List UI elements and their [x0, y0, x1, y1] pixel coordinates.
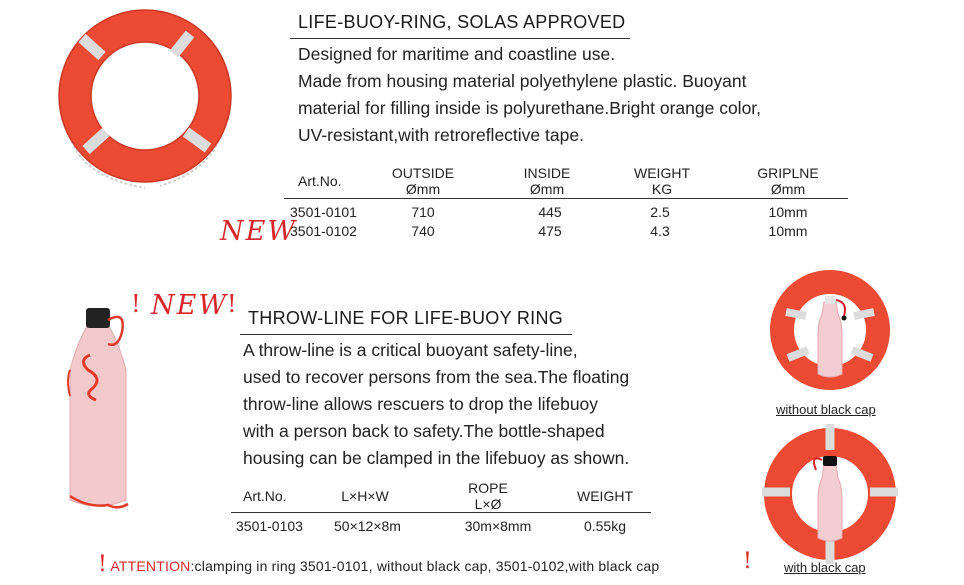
- throwline-col-lhw: L×H×W: [341, 488, 389, 504]
- throwline-col-rope: ROPE L×Ø: [468, 480, 508, 512]
- buoy-desc-line-2: Made from housing material polyethylene plastic. Buoyant: [298, 71, 747, 91]
- table-row: 3501-0102: [290, 223, 357, 239]
- table-row: 3501-0101: [290, 204, 357, 220]
- throwline-desc-line-1: A throw-line is a critical buoyant safety-line,: [243, 340, 578, 360]
- throwline-col-artno: Art.No.: [243, 488, 287, 504]
- throwline-table-rule: [231, 512, 651, 513]
- buoy-col-gripline: GRIPLNE Ømm: [757, 165, 819, 197]
- buoy-col-weight: WEIGHT KG: [634, 165, 690, 197]
- buoy-title: LIFE-BUOY-RING, SOLAS APPROVED: [298, 12, 626, 32]
- buoy-description: [298, 41, 761, 149]
- throwline-col-weight: WEIGHT: [577, 488, 633, 504]
- table-cell: 30m×8mm: [464, 518, 532, 534]
- throwline-title: THROW-LINE FOR LIFE-BUOY RING: [248, 308, 564, 328]
- attention-excl-left: !: [98, 552, 108, 577]
- caption-with-cap: with black cap: [784, 560, 866, 575]
- table-cell: 475: [538, 223, 562, 239]
- buoy-col-outside: OUTSIDE Ømm: [391, 165, 455, 197]
- caption-without-cap: without black cap: [776, 402, 876, 417]
- throw-line-bottle-image: [48, 300, 148, 520]
- new-excl-left: !: [131, 290, 141, 318]
- table-row: 3501-0103: [236, 518, 303, 534]
- table-cell: 0.55kg: [583, 518, 627, 534]
- throwline-desc-line-3: throw-line allows rescuers to drop the lifebuoy: [243, 394, 599, 414]
- throwline-desc-line-4: with a person back to safety.The bottle-shaped: [243, 421, 605, 441]
- new-excl-right: !: [227, 290, 237, 318]
- new-badge: NEW: [220, 216, 298, 247]
- new-badge-2: NEW: [151, 290, 229, 321]
- buoy-title-underline: [290, 38, 630, 39]
- table-cell: 710: [411, 204, 435, 220]
- life-buoy-ring-image: [50, 8, 240, 193]
- table-cell: 445: [538, 204, 562, 220]
- throwline-description: [243, 337, 629, 472]
- table-cell: 10mm: [768, 223, 808, 239]
- table-cell: 50×12×8m: [334, 518, 401, 534]
- table-cell: 10mm: [768, 204, 808, 220]
- attention-excl-right: !: [743, 549, 752, 574]
- buoy-col-inside: INSIDE Ømm: [523, 165, 571, 197]
- buoy-desc-line-1: Designed for maritime and coastline use.: [298, 44, 616, 64]
- buoy-table-rule: [284, 198, 848, 199]
- throwline-title-underline: [240, 334, 572, 335]
- table-cell: 2.5: [650, 204, 670, 220]
- attention-text: :clamping in ring 3501-0101, without black cap, 3501-0102,with black cap: [190, 558, 660, 574]
- buoy-without-cap-image: [768, 262, 894, 402]
- attention-label: ATTENTION: [110, 558, 191, 574]
- table-cell: 4.3: [650, 223, 670, 239]
- attention-note: [98, 552, 659, 577]
- buoy-desc-line-4: UV-resistant,with retroreflective tape.: [298, 125, 584, 145]
- buoy-with-cap-image: [760, 420, 900, 565]
- table-cell: 740: [411, 223, 435, 239]
- throwline-desc-line-5: housing can be clamped in the lifebuoy as shown.: [243, 448, 630, 468]
- buoy-col-artno: Art.No.: [298, 173, 342, 189]
- buoy-desc-line-3: material for filling inside is polyurethane.Bright orange color,: [298, 98, 762, 118]
- throwline-desc-line-2: used to recover persons from the sea.The floating: [243, 367, 630, 387]
